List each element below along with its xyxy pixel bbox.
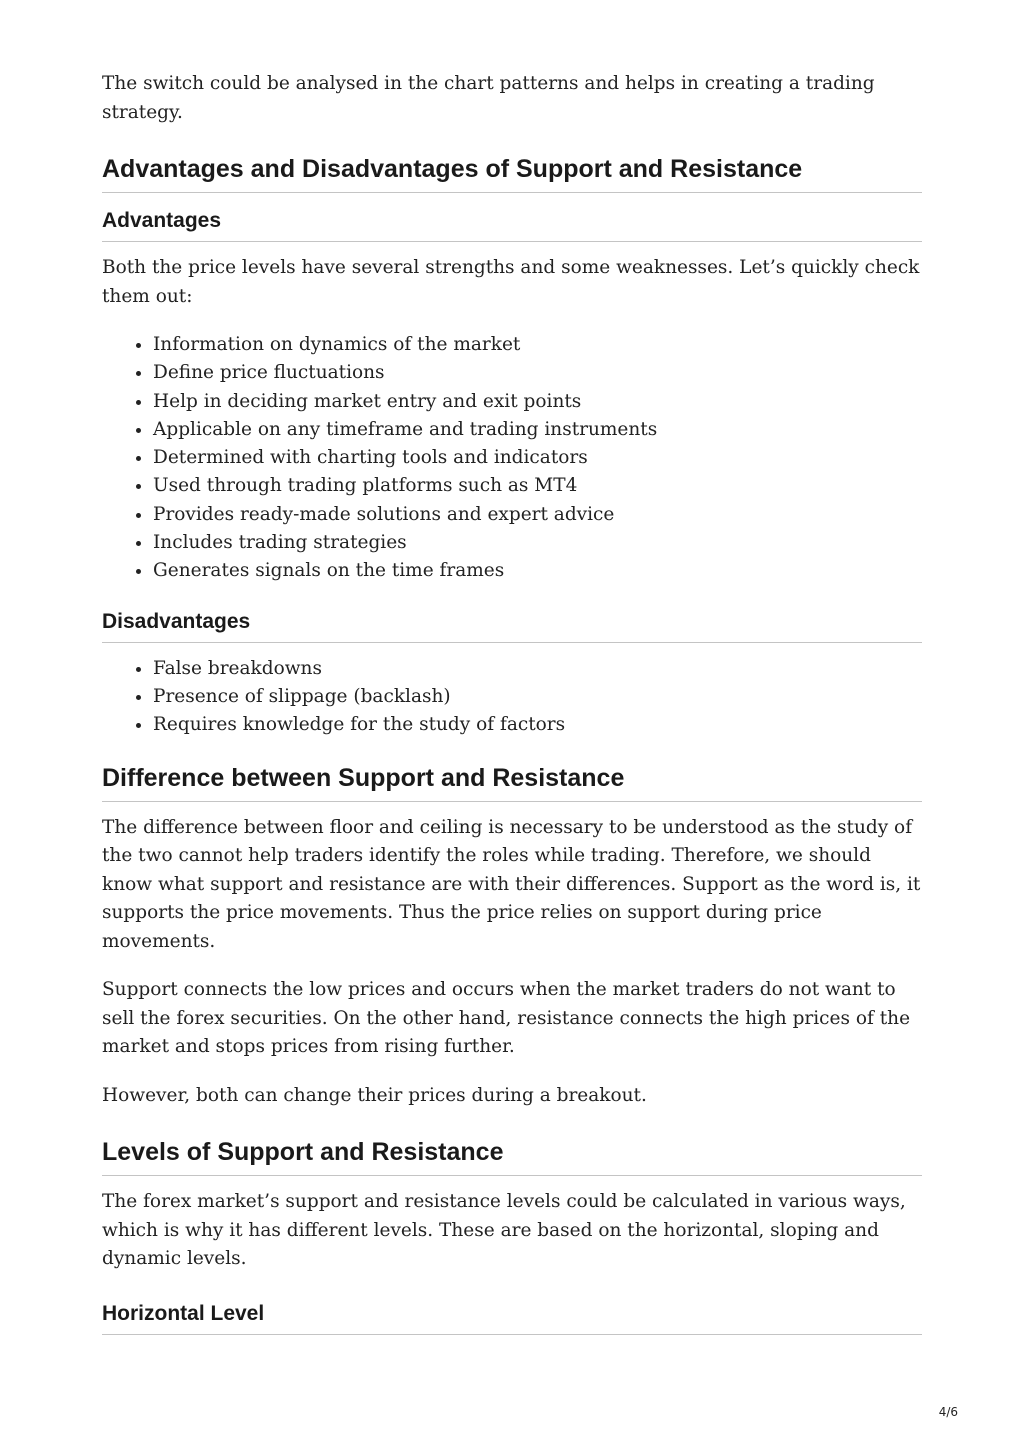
levels-paragraph: The forex market’s support and resistance levels could be calculated in various ways, which is why it has different levels. These are based on the horizontal, sloping and dynamic levels. [102, 1191, 906, 1270]
list-item: • Information on dynamics of the market [153, 331, 922, 359]
list-item: • Requires knowledge for the study of factors [153, 711, 922, 739]
list-item: • Includes trading strategies [153, 529, 922, 557]
difference-paragraph-2: Support connects the low prices and occurs when the market traders do not want to sell the forex securities. On the other hand, resistance connects the high prices of the market and stops prices from rising further. [102, 979, 911, 1058]
heading-difference: Difference between Support and Resistance [102, 762, 922, 802]
disadvantages-list [102, 655, 922, 740]
heading-advantages: Advantages [102, 207, 922, 242]
intro-paragraph: The switch could be analysed in the chart patterns and helps in creating a trading strategy. [102, 73, 875, 123]
page-number: 4/6 [938, 1405, 958, 1419]
heading-levels: Levels of Support and Resistance [102, 1136, 922, 1176]
heading-horizontal-level: Horizontal Level [102, 1300, 922, 1335]
difference-paragraph-3: However, both can change their prices during a breakout. [102, 1084, 647, 1106]
list-item: • Help in deciding market entry and exit points [153, 388, 922, 416]
list-item: • Presence of slippage (backlash) [153, 683, 922, 711]
list-item: • Determined with charting tools and indicators [153, 444, 922, 472]
heading-advantages-disadvantages: Advantages and Disadvantages of Support and Resistance [102, 153, 922, 193]
list-item: • Provides ready-made solutions and expert advice [153, 501, 922, 529]
heading-disadvantages: Disadvantages [102, 608, 922, 643]
difference-paragraph-1: The difference between floor and ceiling is necessary to be understood as the study of the two cannot help traders identify the roles while trading. Therefore, we should know what support and resistance are with their differences. Support as the word is, it supports the price movements. Thus the price relies on support during price movements. [102, 816, 921, 952]
list-item: • Used through trading platforms such as MT4 [153, 472, 922, 500]
advantages-intro-paragraph: Both the price levels have several strengths and some weaknesses. Let’s quickly check them out: [102, 257, 920, 307]
list-item: • Define price fluctuations [153, 359, 922, 387]
list-item: • False breakdowns [153, 655, 922, 683]
list-item: • Applicable on any timeframe and trading instruments [153, 416, 922, 444]
list-item: • Generates signals on the time frames [153, 557, 922, 585]
advantages-list [102, 331, 922, 586]
document-page [102, 70, 922, 1347]
